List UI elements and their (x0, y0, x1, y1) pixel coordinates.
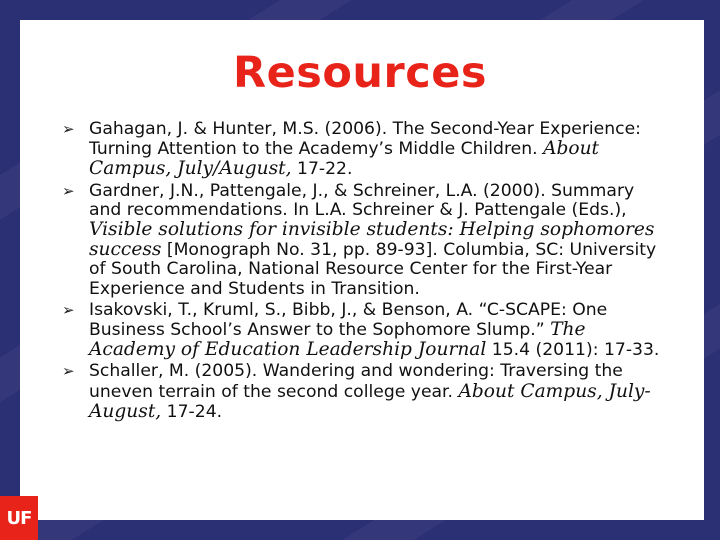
arrow-bullet-icon: ➢ (62, 362, 75, 381)
reference-item (62, 182, 662, 299)
arrow-bullet-icon: ➢ (62, 120, 75, 138)
arrow-bullet-icon: ➢ (62, 181, 75, 200)
reference-text-end: [Monograph No. 31, pp. 89-93]. Columbia, SC: University of South Carolina, National Resource Center for the First-Year Experience and Students in Transition. (89, 240, 657, 299)
reference-text: Isakovski, T., Kruml, S., Bibb, J., & Benson, A. “C-SCAPE: One Business School’s Answer to the Sophomore Slump.” (89, 299, 608, 341)
reference-item (62, 120, 662, 180)
reference-list (62, 120, 662, 424)
arrow-bullet-icon: ➢ (62, 300, 75, 319)
reference-text: Schaller, M. (2005). Wandering and wondering: Traversing the uneven terrain of the second college year. (89, 361, 623, 402)
reference-italic: About Campus, July/August, (89, 138, 600, 180)
slide-title: Resources (233, 48, 487, 98)
reference-item (62, 362, 662, 422)
reference-italic: The Academy of Education Leadership Journal (89, 319, 586, 361)
reference-italic: Visible solutions for invisible students: Helping sophomores success (89, 219, 655, 261)
reference-text: Gahagan, J. & Hunter, M.S. (2006). The Second-Year Experience: Turning Attention to the Academy’s Middle Children. (89, 119, 641, 160)
reference-text-end: 17-22. (291, 159, 353, 180)
reference-text-end: 15.4 (2011): 17-33. (486, 340, 660, 361)
reference-text-end: 17-24. (161, 401, 223, 422)
uf-logo: UF (0, 496, 38, 540)
reference-text: Gardner, J.N., Pattengale, J., & Schreiner, L.A. (2000). Summary and recommendations. In L.A. Schreiner & J. Pattengale (Eds.), (89, 180, 635, 220)
reference-italic: About Campus, July-August, (89, 380, 651, 422)
reference-item (62, 301, 662, 361)
